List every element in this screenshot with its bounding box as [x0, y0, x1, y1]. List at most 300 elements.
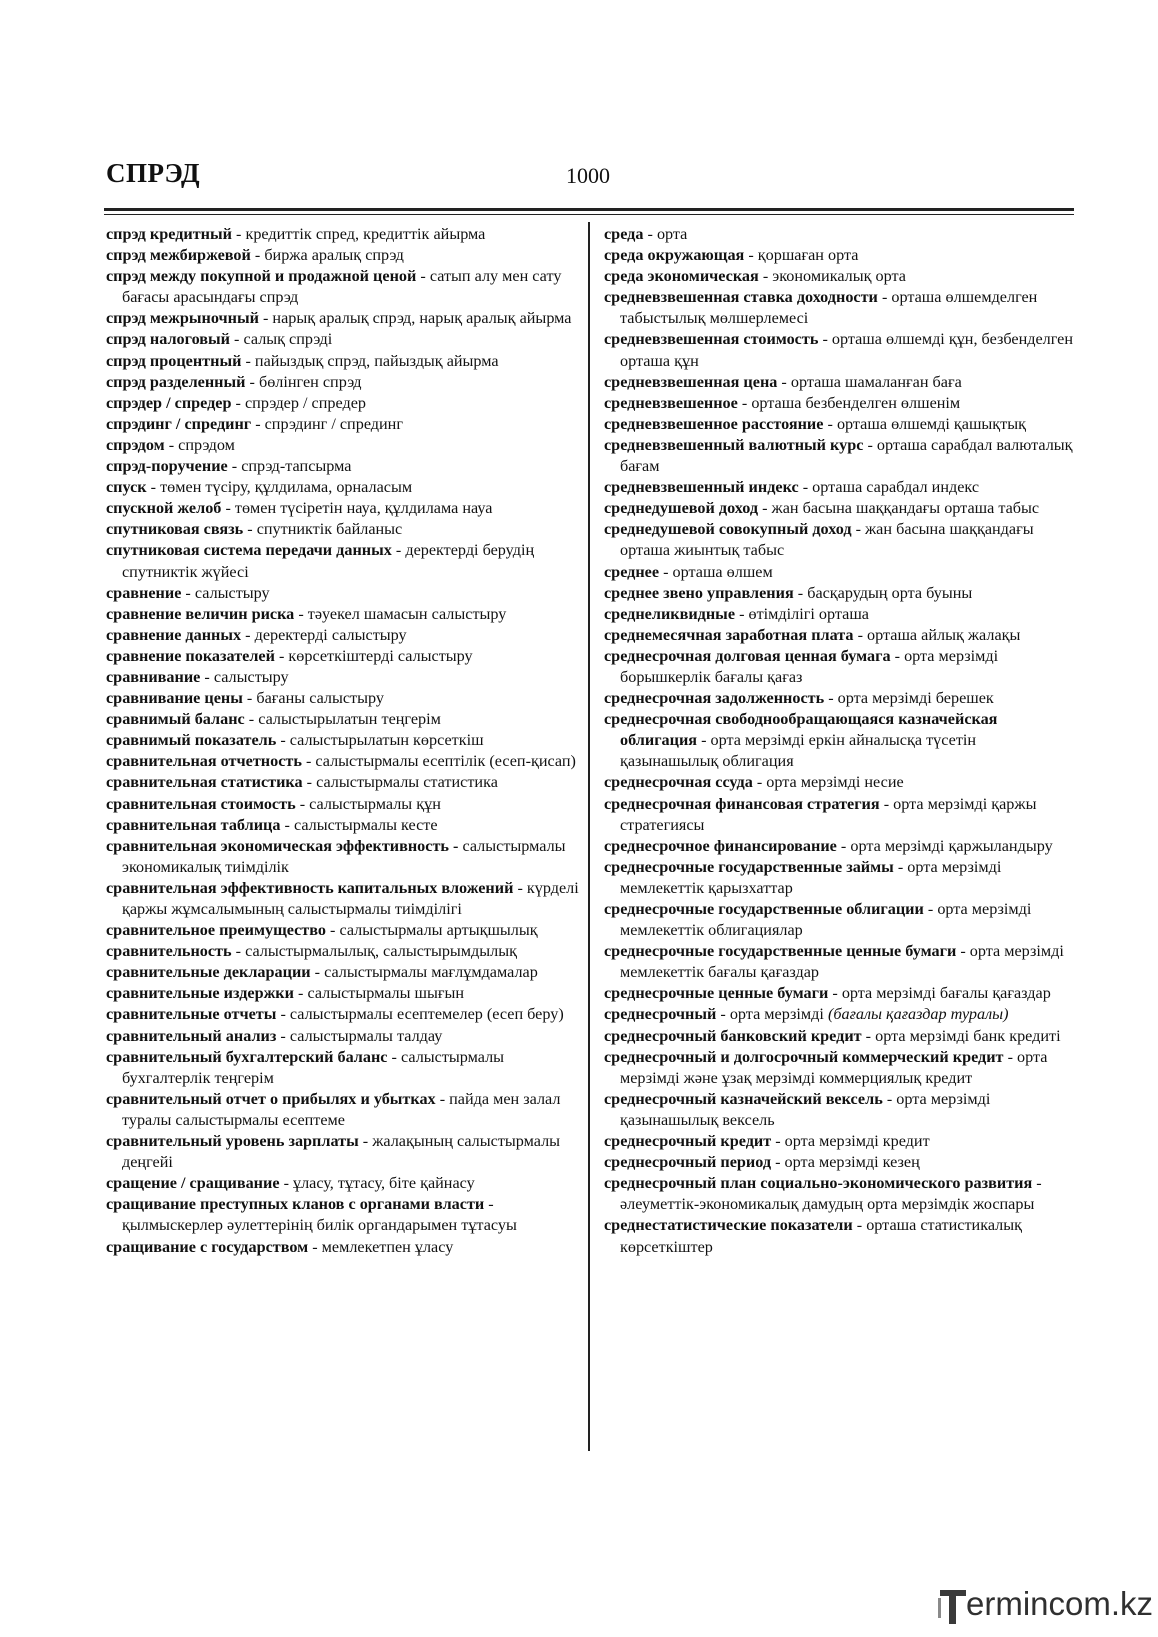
entry-term: спрэд межбиржевой [106, 246, 251, 265]
entry-definition: орта мерзімді банк кредиті [875, 1026, 1061, 1045]
dictionary-entry [106, 498, 580, 519]
entry-definition: орташа шамаланған баға [790, 372, 962, 391]
entry-term: сравнительная экономическая эффективность - [106, 836, 459, 855]
entry-definition: салыстырмалы бухгалтерлік теңгерім [122, 1047, 505, 1087]
dictionary-entry [106, 329, 580, 350]
dictionary-entry [604, 477, 1078, 498]
entry-separator: - [231, 393, 245, 412]
entry-separator: - [716, 1005, 730, 1024]
dictionary-entry [604, 372, 1078, 393]
running-header-word: СПРЭД [106, 158, 201, 188]
entry-term: сравнительная отчетность [106, 752, 302, 771]
entry-term: сравнительные декларации [106, 963, 311, 982]
entry-term: спутниковая связь [106, 520, 244, 539]
entry-definition: салыстырмалы мағлұмдамалар [324, 963, 538, 982]
entry-separator: - [956, 942, 970, 961]
entry-separator: - [836, 836, 851, 855]
entry-separator: - [276, 1026, 290, 1045]
dictionary-entry [106, 583, 580, 604]
entry-definition: салыстырмалы есептемелер (есеп беру) [289, 1005, 564, 1024]
entry-definition: төмен түсіретін науа, құлдилама науа [234, 499, 493, 518]
entry-separator: - [243, 520, 257, 539]
entry-definition: салыстырмалы статистика [316, 773, 498, 792]
dictionary-entry [604, 1131, 1078, 1152]
entry-note: (бағалы қағаздар туралы) [827, 1005, 1009, 1024]
dictionary-entry [604, 836, 1078, 857]
entry-separator: - [245, 372, 259, 391]
entry-definition: салыстырмалы кесте [293, 815, 438, 834]
entry-separator: - [258, 309, 273, 328]
entry-separator: - [1003, 1047, 1017, 1066]
entry-term: среда окружающая [604, 246, 745, 265]
entry-separator: - [890, 646, 905, 665]
dictionary-entry [106, 519, 580, 540]
entry-definition: қоршаған орта [757, 246, 859, 265]
entry-term: спуск [106, 478, 147, 497]
dictionary-entry [106, 1047, 580, 1089]
entry-separator: - [294, 604, 308, 623]
entry-definition: орташа өлшем [672, 562, 773, 581]
entry-term: среднедушевой доход [604, 499, 759, 518]
dictionary-entry [106, 941, 580, 962]
entry-term: средневзвешенный валютный курс [604, 435, 864, 454]
entry-definition: салыстырмалы экономикалық тиімділік [122, 836, 566, 876]
dictionary-entry [604, 1026, 1078, 1047]
entry-separator: - [301, 752, 316, 771]
entry-definition: орта мерзімді берешек [837, 689, 994, 708]
dictionary-entry [106, 667, 580, 688]
dictionary-entry [604, 1089, 1078, 1131]
entry-term: среднесрочный план социально-экономического развития [604, 1174, 1033, 1193]
dictionary-entry [604, 899, 1078, 941]
dictionary-entry [604, 983, 1078, 1004]
entry-separator: - [852, 1216, 867, 1235]
entry-definition: деректерді берудің спутниктік жүйесі [122, 541, 535, 581]
entry-separator: - [879, 794, 894, 813]
dictionary-entry [604, 941, 1078, 983]
entry-definition: орта мерзімді мемлекеттік облигациялар [620, 900, 1032, 940]
entry-definition: әлеуметтік-экономикалық дамудың орта мерзімдік жоспары [620, 1195, 1035, 1214]
dictionary-entry [106, 245, 580, 266]
dictionary-entry [604, 709, 1078, 772]
entry-separator: - [221, 499, 235, 518]
entry-term: сравнительная стоимость [106, 794, 296, 813]
entry-definition: салыстырмалы шығын [307, 984, 465, 1003]
dictionary-entry [106, 878, 580, 920]
dictionary-entry [604, 1173, 1078, 1215]
entry-separator: - [893, 857, 908, 876]
header-rule-thin [104, 214, 1074, 215]
entry-term: сравнивание [106, 667, 201, 686]
entry-term: сравнительный отчет о прибылях и убытках [106, 1089, 436, 1108]
entry-term: средневзвешенное [604, 393, 738, 412]
entry-separator: - [863, 435, 877, 454]
entry-definition: орташа безбенделген өлшенім [751, 393, 961, 412]
entry-term: среднестатистические показатели [604, 1216, 853, 1235]
entry-separator: - [164, 435, 179, 454]
dictionary-entry [604, 498, 1078, 519]
entry-definition: спутниктік байланыс [256, 520, 403, 539]
entry-separator: - [280, 815, 294, 834]
dictionary-entry [106, 688, 580, 709]
dictionary-entry [106, 1131, 580, 1173]
entry-separator: - [244, 710, 259, 729]
entry-separator: - [923, 900, 938, 918]
entry-separator: - [771, 1132, 785, 1151]
entry-definition: ұласу, тұтасу, біте қайнасу [293, 1174, 475, 1193]
entry-separator: - [308, 1237, 322, 1256]
entry-separator: - [325, 921, 340, 940]
entry-separator: - [643, 225, 657, 243]
entry-separator: - [793, 583, 808, 602]
entry-term: спрэд-поручение [106, 457, 228, 476]
entry-definition: салыстырылатын көрсеткіш [289, 731, 484, 750]
entry-definition: орташа статистикалық көрсеткіштер [620, 1216, 1022, 1256]
entry-definition: салыстырмалы есептілік (есеп-қисап) [315, 752, 576, 771]
dictionary-entry [604, 287, 1078, 329]
entry-definition: орташа айлық жалақы [867, 625, 1021, 644]
entry-term: сравнение показателей [106, 646, 275, 665]
dictionary-entry [604, 794, 1078, 836]
dictionary-entry [604, 519, 1078, 561]
dictionary-entry [604, 1215, 1078, 1257]
entry-term: среднесрочные ценные бумаги [604, 984, 829, 1003]
entry-definition: экономикалық орта [772, 267, 906, 286]
entry-term: спускной желоб [106, 499, 222, 518]
entry-term: сравнительная эффективность капитальных вложений [106, 878, 514, 897]
dictionary-entry [604, 562, 1078, 583]
entry-separator: - [697, 731, 711, 750]
dictionary-entry [106, 1173, 580, 1194]
entry-term: спрэд между покупной и продажной ценой [106, 267, 417, 286]
entry-term: сравнительная статистика [106, 773, 303, 792]
entry-separator: - [735, 604, 749, 623]
dictionary-entry [106, 435, 580, 456]
entry-definition: басқарудың орта буыны [807, 583, 973, 602]
entry-definition: сатып алу мен сату бағасы арасындағы спрэд [122, 267, 562, 307]
entry-term: сравнение данных [106, 625, 242, 644]
entry-term: среднемесячная заработная плата [604, 625, 854, 644]
entry-term: средневзвешенное расстояние [604, 414, 824, 433]
dictionary-entry [604, 329, 1078, 371]
entry-definition: мемлекетпен ұласу [321, 1237, 454, 1256]
entry-separator: - [391, 541, 406, 560]
entry-definition: жан басына шаққандағы орташа жиынтық табыс [620, 520, 1034, 560]
entry-separator: - [251, 414, 265, 433]
entry-definition: салық спрэді [243, 330, 333, 349]
entry-definition: салыстырылатын теңгерім [258, 710, 441, 729]
entry-definition: көрсеткіштерді салыстыру [288, 646, 473, 665]
entry-term: среднеликвидные [604, 604, 736, 623]
watermark-text: ermincom.kz [966, 1585, 1154, 1622]
entry-term: сравнимый показатель [106, 731, 277, 750]
entry-separator: - [242, 689, 257, 708]
entry-term: спрэдинг / спрединг [106, 414, 252, 433]
entry-term: сравнительная таблица [106, 815, 281, 834]
entry-term: среднесрочный кредит [604, 1132, 772, 1151]
entry-term: среднесрочный и долгосрочный коммерческий кредит [604, 1047, 1004, 1066]
header-rule-thick [104, 208, 1074, 211]
entry-separator: - [853, 625, 868, 644]
dictionary-entry [604, 772, 1078, 793]
entry-definition: пайда мен залал туралы салыстырмалы есептеме [122, 1089, 561, 1129]
entry-definition: салыстырмалы артықшылық [339, 921, 538, 940]
entry-definition: спрэдом [178, 435, 235, 454]
entry-term: спрэдер / спредер [106, 393, 232, 412]
entry-separator: - [241, 625, 255, 644]
entry-term: средневзвешенная стоимость [604, 330, 819, 349]
dictionary-entry [106, 836, 580, 878]
entry-definition: орта мерзімді қаржы стратегиясы [620, 794, 1037, 834]
entry-term: сращение / сращивание [106, 1174, 280, 1193]
entry-definition: салыстыру [194, 583, 270, 602]
dictionary-entry [106, 372, 580, 393]
entry-separator: - [798, 478, 813, 497]
dictionary-entry [604, 583, 1078, 604]
entry-separator: - [227, 457, 242, 476]
dictionary-entry [604, 604, 1078, 625]
entry-separator: - [295, 794, 310, 813]
entry-definition: салыстыру [213, 667, 289, 686]
dictionary-entry [604, 857, 1078, 899]
entry-definition: салыстырмалылық, салыстырымдылық [245, 942, 517, 961]
entry-definition: орта мерзімді мемлекеттік бағалы қағаздар [620, 942, 1064, 982]
entry-term: сращивание преступных кланов с органами власти [106, 1195, 485, 1214]
entry-term: среда [604, 225, 644, 243]
entry-separator: - [276, 1005, 290, 1024]
entry-definition: орта мерзімді қаржыландыру [850, 836, 1053, 855]
entry-definition: пайыздық спрэд, пайыздық айырма [254, 351, 499, 370]
entry-separator: - [744, 246, 758, 265]
dictionary-entry [106, 393, 580, 414]
terminco-logo-icon [938, 1588, 968, 1626]
entry-definition: бөлінген спрэд [258, 372, 362, 391]
dictionary-entry [106, 772, 580, 793]
dictionary-entry [106, 1089, 580, 1131]
entry-term: среднесрочные государственные ценные бумаги [604, 942, 957, 961]
entry-definition: орта мерзімді борышкерлік бағалы қағаз [620, 646, 999, 686]
entry-definition: орта мерзімді және ұзақ мерзімді коммерциялық кредит [620, 1047, 1048, 1087]
entry-separator: - [823, 414, 837, 433]
dictionary-entry [106, 751, 580, 772]
dictionary-entry [106, 414, 580, 435]
dictionary-entry [106, 1237, 580, 1258]
entry-separator: - [293, 984, 308, 1003]
dictionary-entry [106, 1194, 580, 1236]
dictionary-entry [106, 604, 580, 625]
dictionary-entry [106, 730, 580, 751]
entry-term: спрэд межрыночный [106, 309, 259, 328]
site-watermark [938, 1585, 1154, 1630]
entry-separator: - [513, 878, 527, 897]
left-column [106, 224, 580, 1258]
entry-term: спрэд кредитный [106, 225, 232, 243]
right-column [604, 224, 1078, 1258]
entry-separator: - [250, 246, 265, 265]
entry-separator: - [752, 773, 767, 792]
entry-term: спрэд налоговый [106, 330, 230, 349]
entry-separator: - [435, 1089, 450, 1108]
dictionary-entry [106, 920, 580, 941]
entry-term: сравнительный уровень зарплаты [106, 1132, 359, 1151]
entry-term: спрэд процентный [106, 351, 242, 370]
entry-separator: - [824, 689, 838, 708]
entry-definition: өтімділігі орташа [748, 604, 869, 623]
entry-term: средневзвешенная цена [604, 372, 778, 391]
dictionary-entry [604, 435, 1078, 477]
entry-term: среднесрочные государственные облигации [604, 900, 924, 918]
dictionary-entry [106, 1004, 580, 1025]
dictionary-entry [106, 351, 580, 372]
dictionary-entry [106, 962, 580, 983]
entry-term: среднесрочные государственные займы [604, 857, 894, 876]
entry-definition: кредиттік спред, кредиттік айырма [245, 225, 486, 243]
entry-term: сравнивание цены [106, 689, 243, 708]
entry-term: спрэд разделенный [106, 372, 246, 391]
entry-separator: - [851, 520, 865, 539]
entry-definition: орташа сарабдал индекс [812, 478, 980, 497]
entry-term: спрэдом [106, 435, 165, 454]
entry-definition: орта мерзімді кезең [784, 1153, 920, 1172]
entry-term: среднесрочный банковский кредит [604, 1026, 862, 1045]
entry-definition: орташа өлшемді құн, безбенделген орташа құн [620, 330, 1074, 370]
entry-separator: - [146, 478, 161, 497]
entry-separator: - [279, 1174, 293, 1193]
entry-separator: - [828, 984, 842, 1003]
entry-separator: - [274, 646, 289, 665]
entry-separator: - [302, 773, 317, 792]
entry-separator: - [777, 372, 791, 391]
dictionary-entry [604, 393, 1078, 414]
entry-term: сравнение [106, 583, 182, 602]
dictionary-entry [604, 1004, 1078, 1025]
entry-definition: орта мерзімді кредит [784, 1132, 930, 1151]
entry-definition: орта [656, 225, 688, 243]
entry-term: сравнительность [106, 942, 232, 961]
entry-separator: - [758, 267, 773, 286]
entry-separator: - [416, 267, 430, 286]
entry-definition: жан басына шаққандағы орташа табыс [771, 499, 1040, 518]
entry-separator: - [861, 1026, 876, 1045]
entry-term: сравнительный бухгалтерский баланс [106, 1047, 388, 1066]
entry-definition: орта мерзімді бағалы қағаздар [841, 984, 1051, 1003]
entry-term: сравнительные отчеты [106, 1005, 277, 1024]
entry-term: средневзвешенный индекс [604, 478, 799, 497]
dictionary-entry [106, 308, 580, 329]
dictionary-entry [106, 625, 580, 646]
entry-definition: биржа аралық спрэд [264, 246, 404, 265]
entry-separator: - [231, 225, 246, 243]
entry-separator: - [1032, 1174, 1042, 1193]
entry-separator: - [877, 288, 892, 307]
dictionary-entry [604, 688, 1078, 709]
entry-definition: күрделі қаржы жұмсалымының салыстырмалы тиімділігі [122, 878, 579, 918]
entry-separator: - [882, 1089, 897, 1108]
entry-term: сравнительное преимущество [106, 921, 326, 940]
entry-term: среднесрочная ссуда [604, 773, 753, 792]
entry-separator: - [659, 562, 673, 581]
entry-separator: - [771, 1153, 785, 1172]
dictionary-entry [604, 224, 1078, 245]
dictionary-entry [106, 540, 580, 582]
entry-definition: орташа сарабдал валюталық бағам [620, 435, 1073, 476]
entry-term: сращивание с государством [106, 1237, 309, 1256]
entry-definition: орта мерзімді еркін айналысқа түсетін қазынашылық облигация [620, 731, 977, 771]
entry-separator: - [358, 1132, 373, 1151]
dictionary-entry [604, 245, 1078, 266]
entry-term: среднесрочная долговая ценная бумага [604, 646, 891, 665]
entry-term: сравнение величин риска [106, 604, 295, 623]
entry-definition: жалақының салыстырмалы деңгейі [122, 1132, 561, 1172]
entry-definition: спрэдинг / спрединг [264, 414, 403, 433]
dictionary-entry [604, 1047, 1078, 1089]
dictionary-entry [604, 266, 1078, 287]
dictionary-entry [106, 794, 580, 815]
entry-definition: салыстырмалы талдау [289, 1026, 443, 1045]
entry-definition: төмен түсіру, құлдилама, орналасым [160, 478, 413, 497]
entry-definition: орта мерзімді мемлекеттік қарызхаттар [620, 857, 1002, 897]
entry-definition: орта мерзімді несие [766, 773, 904, 792]
entry-separator: - [758, 499, 772, 518]
entry-separator: - [231, 942, 246, 961]
entry-term: среднесрочная финансовая стратегия [604, 794, 880, 813]
entry-term: среднесрочная задолженность [604, 689, 825, 708]
entry-separator: - [387, 1047, 401, 1066]
dictionary-entry [604, 625, 1078, 646]
entry-definition: нарық аралық спрэд, нарық аралық айырма [272, 309, 572, 328]
entry-separator: - [241, 351, 255, 370]
entry-definition: бағаны салыстыру [256, 689, 384, 708]
entry-term: среднее звено управления [604, 583, 794, 602]
dictionary-entry [106, 709, 580, 730]
entry-definition: орта мерзімді қазынашылық вексель [620, 1089, 991, 1129]
dictionary-entry [106, 477, 580, 498]
dictionary-entry [106, 266, 580, 308]
dictionary-entry [106, 456, 580, 477]
entry-definition: спрэдер / спредер [244, 393, 366, 412]
entry-separator: - [276, 731, 290, 750]
entry-term: среднесрочный период [604, 1153, 772, 1172]
entry-definition: тәуекел шамасын салыстыру [307, 604, 507, 623]
entry-definition: - қылмыскерлер әулеттерінің билік органдарымен тұтасуы [122, 1195, 517, 1235]
entry-definition: орта мерзімді [729, 1005, 828, 1024]
entry-term: спутниковая система передачи данных [106, 541, 392, 560]
dictionary-entry [106, 983, 580, 1004]
entry-separator: - [200, 667, 214, 686]
dictionary-entry [604, 1152, 1078, 1173]
entry-definition: спрэд-тапсырма [241, 457, 352, 476]
entry-separator: - [230, 330, 244, 349]
entry-term: сравнительный анализ [106, 1026, 277, 1045]
entry-separator: - [181, 583, 195, 602]
column-divider [588, 222, 590, 1451]
entry-term: среднесрочный казначейский вексель [604, 1089, 883, 1108]
dictionary-entry [604, 646, 1078, 688]
entry-term: среднесрочное финансирование [604, 836, 837, 855]
dictionary-entry [604, 414, 1078, 435]
entry-term: средневзвешенная ставка доходности [604, 288, 878, 307]
dictionary-entry [106, 224, 580, 245]
entry-term: среднедушевой совокупный доход [604, 520, 852, 539]
entry-term: среднесрочный [604, 1005, 717, 1024]
entry-term: сравнимый баланс [106, 710, 245, 729]
entry-term: среда экономическая [604, 267, 759, 286]
entry-separator: - [818, 330, 832, 349]
entry-term: среднесрочная свободнообращающаяся казначейская облигация [604, 710, 998, 750]
entry-definition: деректерді салыстыру [254, 625, 407, 644]
entry-definition: орташа өлшемді қашықтық [836, 414, 1026, 433]
entry-definition: орташа өлшемделген табыстылық мөлшерлемесі [620, 288, 1038, 328]
